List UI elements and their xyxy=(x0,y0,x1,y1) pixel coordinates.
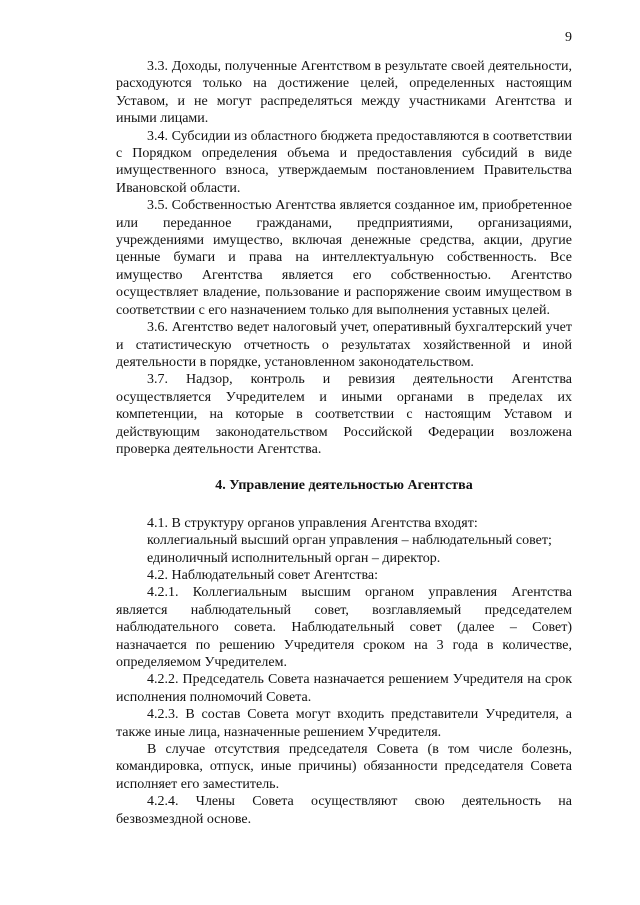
paragraph-4-2-3: 4.2.3. В состав Совета могут входить представители Учредителя, а также иные лица, назначенные решением Учредителя. xyxy=(116,707,572,740)
section-heading: 4. Управление деятельностью Агентства xyxy=(215,478,473,494)
paragraph-4-1: 4.1. В структуру органов управления Агентства входят: xyxy=(147,515,478,531)
paragraph-3-5: 3.5. Собственностью Агентства является созданное им, приобретенное или переданное гражданами, предприятиями, организациями, учреждениями имущество, включая денежные средства, акции, другие ценные бумаги и права на интеллектуальную собственность. Все имущество Агентства является его собственностью. Агентство осуществляет владение, пользование и распоряжение своим имуществом в соответствии с его назначением только для выполнения уставных целей. xyxy=(116,198,572,318)
paragraph-3-4: 3.4. Субсидии из областного бюджета предоставляются в соответствии с Порядком определения объема и предоставления субсидий в виде имущественного взноса, утверждаемым постановлением Правительства Ивановской области. xyxy=(116,128,572,196)
list-item-director: единоличный исполнительный орган – директор. xyxy=(147,550,441,566)
page-number: 9 xyxy=(565,30,572,45)
paragraph-4-2: 4.2. Наблюдательный совет Агентства: xyxy=(147,567,378,583)
paragraph-3-7: 3.7. Надзор, контроль и ревизия деятельности Агентства осуществляется Учредителем и иными органами в пределах их компетенции, на которые в соответствии с настоящим Уставом и действующим законодательством Российской Федерации возложена проверка деятельности Агентства. xyxy=(116,372,572,457)
paragraph-3-6: 3.6. Агентство ведет налоговый учет, оперативный бухгалтерский учет и статистическую отчетность о результатах хозяйственной и иной деятельности в порядке, установленном законодательством. xyxy=(116,320,572,370)
paragraph-4-2-1: 4.2.1. Коллегиальным высшим органом управления Агентства является наблюдательный совет, возглавляемый председателем наблюдательного совета. Наблюдательный совет (далее – Совет) назначается по решению Учредителя сроком на 3 года в количестве, определяемом Учредителем. xyxy=(116,585,572,670)
paragraph-3-3: 3.3. Доходы, полученные Агентством в результате своей деятельности, расходуются только на достижение целей, определенных настоящим Уставом, и не могут распределяться между участниками Агентства и иными лицами. xyxy=(116,59,572,127)
paragraph-4-2-2: 4.2.2. Председатель Совета назначается решением Учредителя на срок исполнения полномочий Совета. xyxy=(116,672,572,705)
list-item-supervisory-board: коллегиальный высший орган управления – наблюдательный совет; xyxy=(147,533,552,549)
paragraph-4-2-4: 4.2.4. Члены Совета осуществляют свою деятельность на безвозмездной основе. xyxy=(116,794,572,827)
paragraph-chairman-absence: В случае отсутствия председателя Совета (в том числе болезнь, командировка, отпуск, иные причины) обязанности председателя Совета исполняет его заместитель. xyxy=(116,742,572,792)
